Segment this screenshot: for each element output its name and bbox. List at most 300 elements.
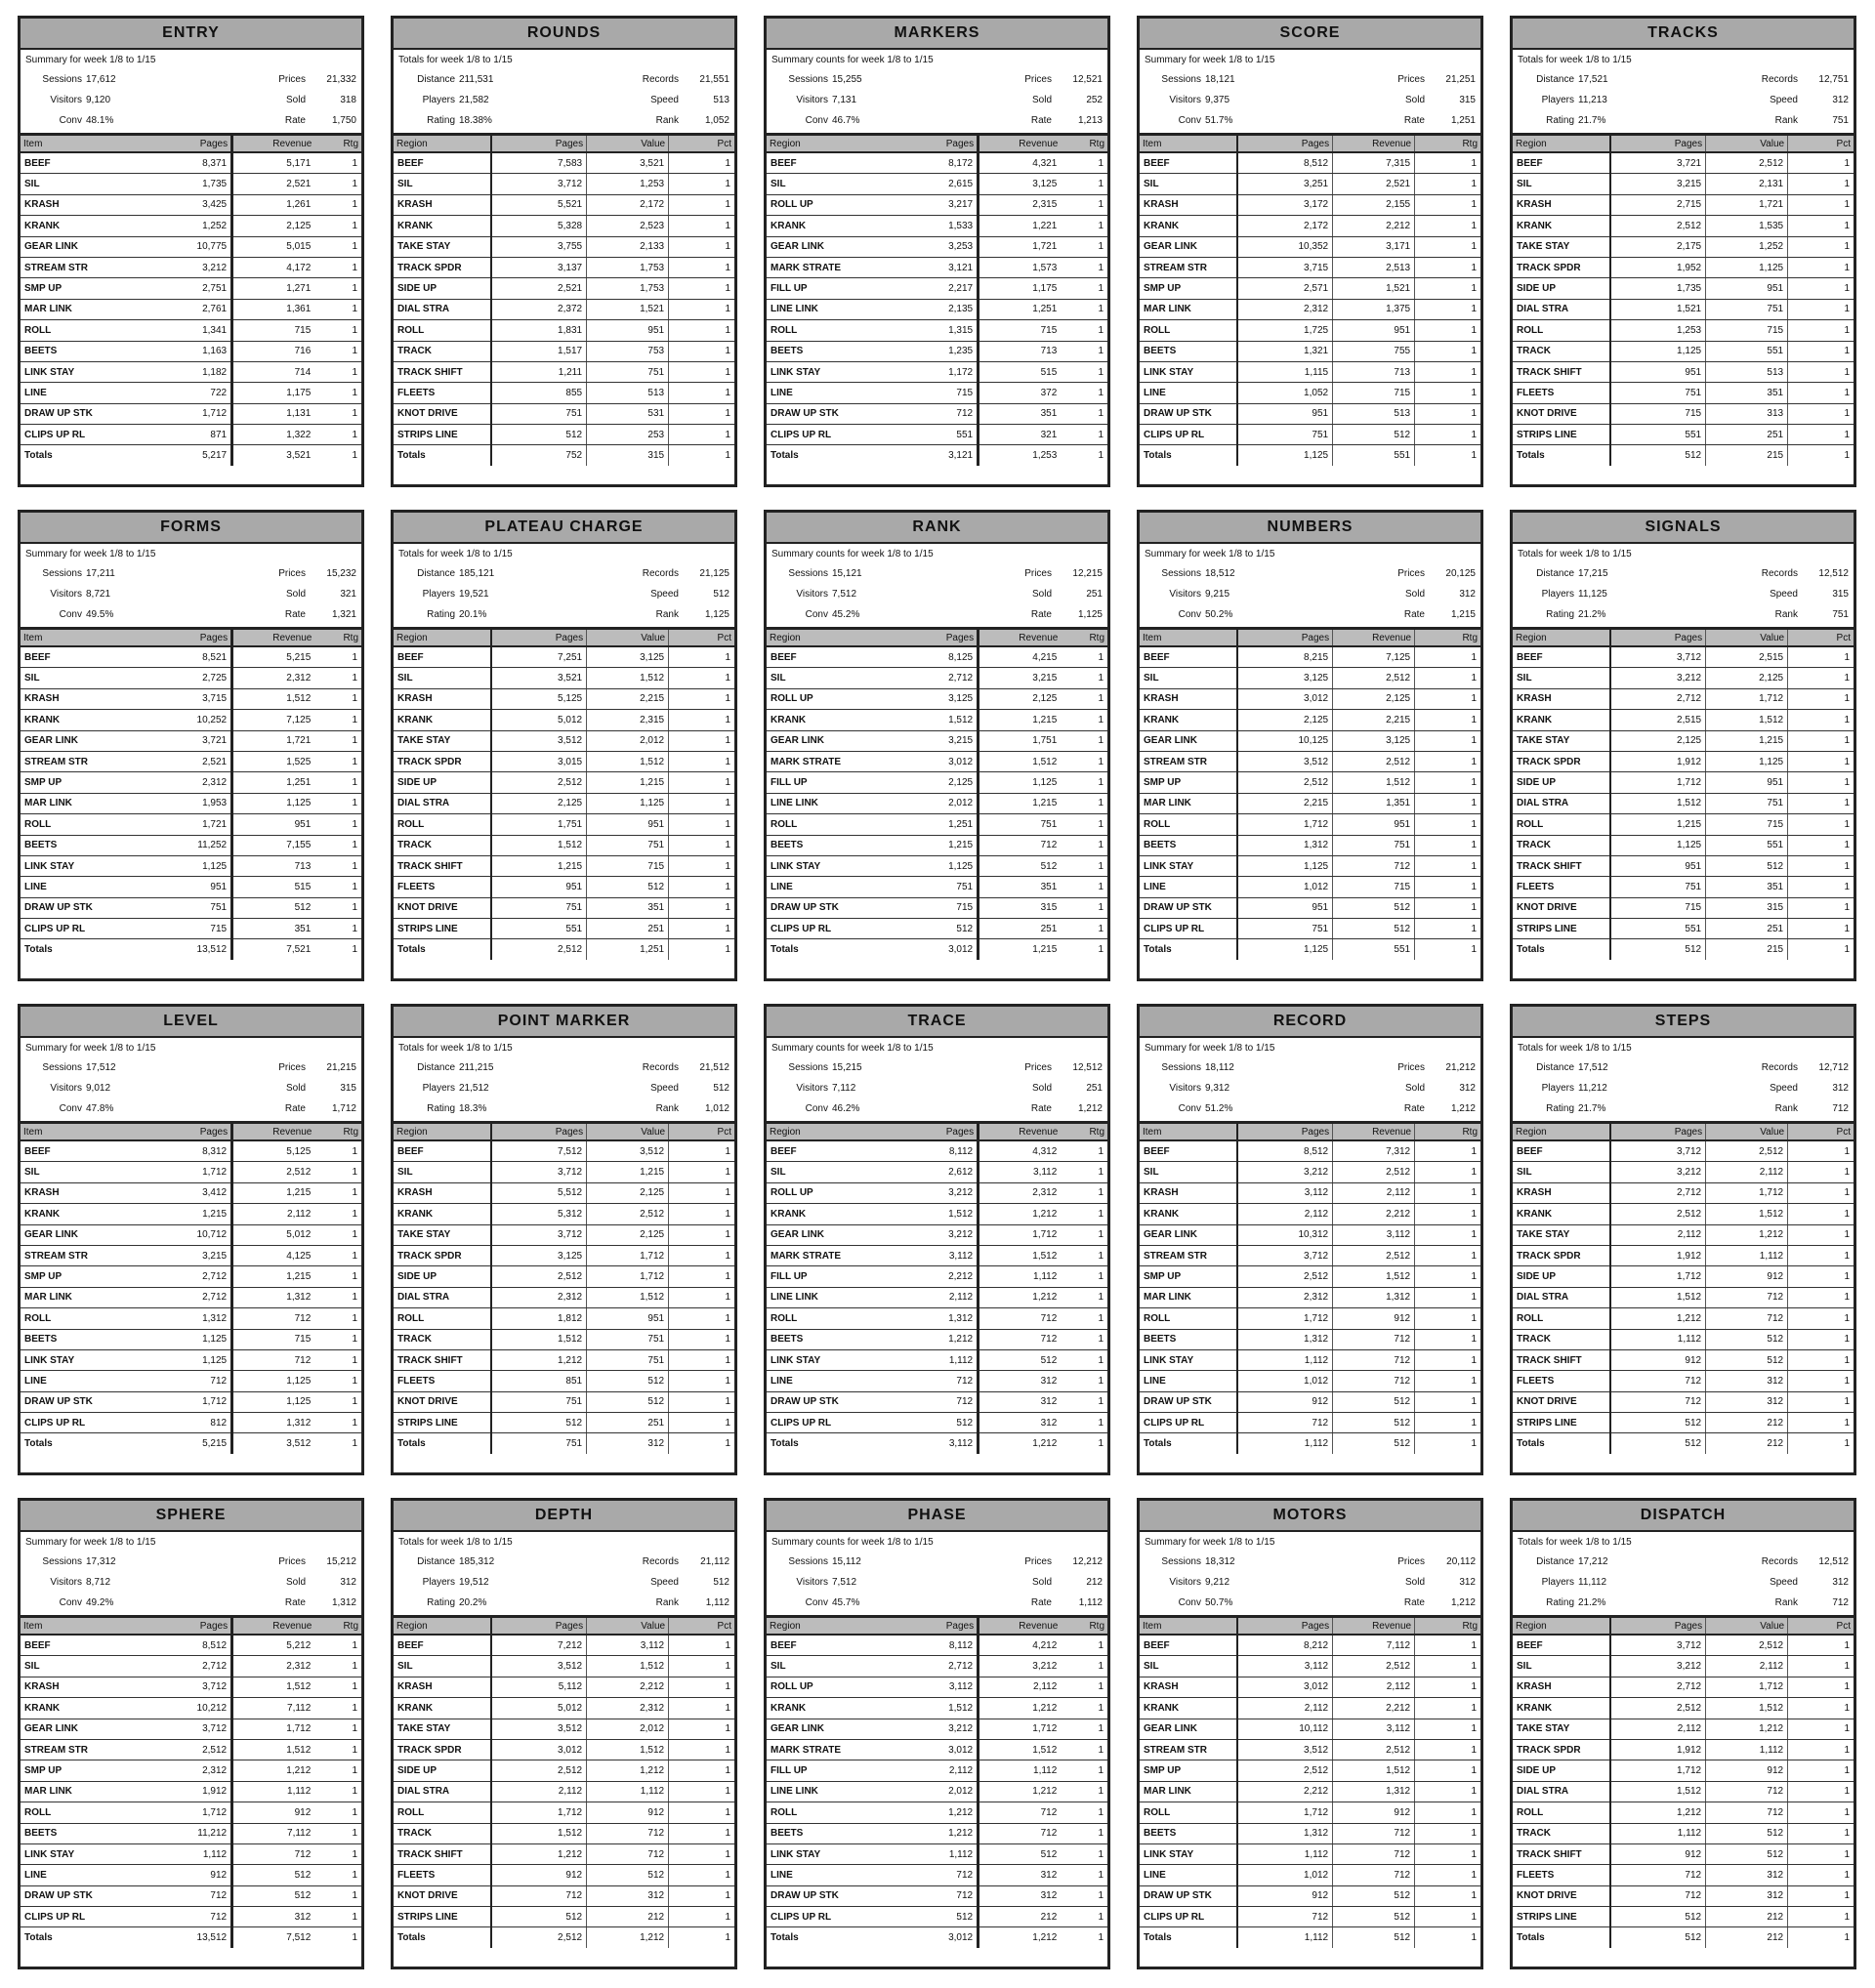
table-cell: 2,725 [149, 668, 232, 688]
table-row [394, 1656, 734, 1677]
table-cell: 1 [1788, 1266, 1854, 1287]
table-row [767, 688, 1107, 709]
table-cell: BEEF [1140, 646, 1237, 668]
table-cell: 2,515 [1706, 646, 1788, 668]
table-cell: 1 [1788, 1413, 1854, 1433]
table-cell: 2,133 [587, 236, 669, 257]
table-row [1140, 174, 1480, 194]
table-row [767, 1656, 1107, 1677]
table-cell: 1 [1061, 194, 1107, 215]
stat-value: 8,712 [86, 1577, 111, 1588]
table-cell: 1,175 [232, 383, 315, 403]
table-cell: 2,312 [149, 772, 232, 793]
stat-value: 11,112 [1578, 1577, 1607, 1588]
stat-label: Rank [655, 1103, 679, 1114]
table-row [21, 1698, 361, 1719]
table-cell: 2,125 [896, 772, 979, 793]
table-row [394, 1698, 734, 1719]
stat-value: 21.7% [1578, 115, 1606, 126]
table-cell: 10,125 [1237, 730, 1332, 751]
table-cell: 951 [1237, 897, 1332, 918]
table-row [767, 710, 1107, 730]
table-cell: 251 [979, 919, 1062, 939]
table-cell: 1,215 [232, 1266, 315, 1287]
table-cell: 951 [232, 814, 315, 835]
table-cell: 1 [1788, 1287, 1854, 1307]
column-header: Pct [669, 630, 734, 646]
table-cell: 1 [314, 1698, 361, 1719]
table-cell: MAR LINK [1140, 299, 1237, 319]
table-cell: 2,175 [1610, 236, 1705, 257]
table-cell: 1 [314, 320, 361, 341]
table-row [1140, 361, 1480, 382]
table-cell: 312 [1706, 1371, 1788, 1391]
table-row [767, 361, 1107, 382]
stat-label: Sold [1404, 95, 1425, 105]
table-cell: TRACK [1513, 341, 1610, 361]
column-header: Region [1513, 136, 1610, 152]
table-cell: KRANK [1513, 1698, 1610, 1719]
table-cell: 5,215 [232, 646, 315, 668]
table-cell: KRANK [1513, 710, 1610, 730]
table-cell: KNOT DRIVE [394, 403, 491, 424]
table-cell: 1,712 [1706, 688, 1788, 709]
table-cell: 1 [1415, 383, 1480, 403]
table-cell: 512 [896, 1907, 979, 1927]
table-cell: 1 [1415, 278, 1480, 299]
table-row [21, 174, 361, 194]
table-cell: Totals [24, 944, 53, 956]
table-cell: 512 [1706, 1823, 1788, 1843]
table-cell: 5,015 [232, 236, 315, 257]
table-cell: 2,512 [491, 1760, 586, 1781]
table-cell: Totals [1140, 445, 1237, 466]
table-row [21, 1245, 361, 1265]
table-cell: TRACK [394, 1329, 491, 1349]
table-cell: KRANK [767, 1698, 896, 1719]
panel-summary [394, 50, 734, 136]
report-panel [18, 1498, 364, 1969]
panel-summary [767, 50, 1107, 136]
table-cell: 715 [1610, 897, 1705, 918]
table-cell: 1 [314, 772, 361, 793]
table-row [1140, 751, 1480, 771]
table-cell: 3,125 [1237, 668, 1332, 688]
stat-label: Sold [1031, 589, 1052, 600]
table-cell: 3,217 [896, 194, 979, 215]
table-cell: 1,512 [1333, 1266, 1415, 1287]
table-cell: 712 [1333, 1865, 1415, 1885]
table-cell: ROLL [394, 814, 491, 835]
column-header: Pages [1610, 1618, 1705, 1635]
table-cell: LINK STAY [1140, 1349, 1237, 1370]
table-cell: 3,712 [1237, 1245, 1332, 1265]
table-cell: 2,712 [149, 1287, 232, 1307]
table-cell: 1 [669, 919, 734, 939]
table-row [394, 403, 734, 424]
panel-summary [1513, 50, 1854, 136]
column-header: Revenue [979, 136, 1062, 152]
table-cell: 1,712 [1610, 1266, 1705, 1287]
table-cell: 1,512 [1610, 793, 1705, 813]
stat-label: Distance [1536, 74, 1574, 85]
table-row [1140, 1885, 1480, 1906]
stat-label: Sessions [42, 1556, 82, 1567]
table-cell: 1 [1061, 1204, 1107, 1224]
table-cell: 1,512 [587, 1287, 669, 1307]
table-cell: 715 [896, 383, 979, 403]
table-cell: 351 [979, 877, 1062, 897]
table-cell: 2,112 [232, 1204, 315, 1224]
table-cell: 1 [1788, 668, 1854, 688]
table-cell: 1 [669, 1245, 734, 1265]
table-cell: LINE [21, 877, 149, 897]
table-cell: 2,112 [1333, 1182, 1415, 1203]
table-cell: 1 [1788, 1843, 1854, 1864]
table-row [1513, 425, 1854, 445]
table-cell: 1 [1415, 1823, 1480, 1843]
table-cell: 1 [1415, 1885, 1480, 1906]
table-cell: 2,212 [896, 1266, 979, 1287]
column-header: Region [1513, 1618, 1610, 1635]
table-cell: 2,131 [1706, 174, 1788, 194]
stat-value: 17,312 [86, 1556, 116, 1567]
table-cell: ROLL UP [767, 1677, 896, 1697]
stat-value: 1,712 [331, 1103, 356, 1114]
stat-label: Sold [1404, 589, 1425, 600]
stat-label: Rate [284, 1103, 306, 1114]
table-cell: 512 [1333, 1885, 1415, 1906]
table-cell: 531 [587, 403, 669, 424]
table-cell: DRAW UP STK [1140, 1885, 1237, 1906]
stat-value: 7,112 [832, 1083, 856, 1094]
table-row [767, 216, 1107, 236]
column-header: Value [587, 1618, 669, 1635]
table-row [1513, 897, 1854, 918]
table-cell: 1 [1788, 236, 1854, 257]
table-row [394, 1308, 734, 1329]
table-cell: TAKE STAY [394, 236, 491, 257]
stat-value: 312 [1459, 1083, 1476, 1094]
table-cell: 713 [232, 855, 315, 876]
table-cell: STREAM STR [1140, 257, 1237, 277]
table-row [1140, 939, 1480, 960]
stat-label: Rating [427, 1597, 455, 1608]
stat-value: 45.2% [832, 609, 860, 620]
table-row [394, 1433, 734, 1454]
table-cell: 712 [1610, 1371, 1705, 1391]
table-row [394, 646, 734, 668]
panel-summary [1140, 50, 1480, 136]
table-row [1140, 1719, 1480, 1739]
stat-label: Sold [285, 95, 306, 105]
table-cell: SIDE UP [1513, 278, 1610, 299]
table-cell: 1,512 [232, 1677, 315, 1697]
table-cell: 712 [896, 1885, 979, 1906]
panel-summary [1513, 1038, 1854, 1124]
table-cell: LINK STAY [1140, 855, 1237, 876]
table-cell: 512 [1333, 1413, 1415, 1433]
table-cell: 712 [1610, 1865, 1705, 1885]
table-cell: 1 [1415, 1245, 1480, 1265]
stat-label: Prices [1024, 1556, 1052, 1567]
stat-label: Prices [278, 1062, 306, 1073]
table-cell: 1 [1415, 194, 1480, 215]
table-row [767, 299, 1107, 319]
table-row [21, 1162, 361, 1182]
table-cell: KRASH [1140, 1677, 1237, 1697]
table-cell: BEETS [21, 341, 149, 361]
table-cell: SMP UP [1140, 772, 1237, 793]
table-cell: LINK STAY [1140, 1843, 1237, 1864]
stat-value: 17,521 [1578, 74, 1608, 85]
table-cell: 1 [1788, 1308, 1854, 1329]
table-cell: FLEETS [1513, 877, 1610, 897]
table-cell: 1,721 [232, 730, 315, 751]
table-cell: 1 [1788, 1823, 1854, 1843]
stat-value: 50.2% [1205, 609, 1233, 620]
table-row [1513, 1802, 1854, 1823]
table-cell: TRACK SPDR [394, 1739, 491, 1760]
table-cell: 951 [587, 320, 669, 341]
table-cell: 1,533 [896, 216, 979, 236]
table-row [1140, 1391, 1480, 1412]
table-cell: 871 [149, 425, 232, 445]
table-cell: 1,112 [1237, 1927, 1332, 1948]
table-row [1513, 361, 1854, 382]
panel-title: SCORE [1140, 19, 1480, 50]
table-cell: 2,712 [149, 1266, 232, 1287]
summary-stats [1145, 1057, 1476, 1119]
table-cell: 3,125 [979, 174, 1062, 194]
column-header: Region [394, 630, 491, 646]
table-cell: DRAW UP STK [767, 403, 896, 424]
table-cell: TRACK SHIFT [1513, 1843, 1610, 1864]
table-cell: 1,112 [1706, 1739, 1788, 1760]
panel-summary [1140, 544, 1480, 630]
stat-label: Players [1541, 589, 1574, 600]
table-row [1513, 835, 1854, 855]
table-cell: 3,425 [149, 194, 232, 215]
stat-value: 1,125 [1077, 609, 1103, 620]
table-cell: 2,112 [979, 1677, 1062, 1697]
table-row [394, 1182, 734, 1203]
column-header: Pages [491, 1124, 586, 1140]
table-cell: 951 [149, 877, 232, 897]
detail-table [1513, 136, 1854, 466]
table-header-row [394, 136, 734, 152]
table-cell: 3,253 [896, 236, 979, 257]
table-cell: 712 [491, 1885, 586, 1906]
stat-label: Conv [59, 115, 82, 126]
table-cell: 8,512 [149, 1635, 232, 1656]
table-cell: 1 [1471, 1932, 1477, 1944]
table-row [21, 1182, 361, 1203]
table-row [394, 1329, 734, 1349]
table-cell: 1,512 [979, 751, 1062, 771]
table-row [1513, 403, 1854, 424]
table-cell: 4,212 [979, 1635, 1062, 1656]
table-cell: 7,212 [491, 1635, 586, 1656]
table-row [767, 1266, 1107, 1287]
table-cell: 3,212 [979, 1656, 1062, 1677]
table-cell: 712 [1610, 1885, 1705, 1906]
table-cell: 2,712 [1610, 1677, 1705, 1697]
table-cell: 1 [1415, 320, 1480, 341]
stat-value: 12,512 [1818, 1556, 1849, 1567]
column-header: Pct [1788, 136, 1854, 152]
table-row [394, 1391, 734, 1412]
table-row [1140, 1182, 1480, 1203]
table-row [394, 939, 734, 960]
table-row [394, 1719, 734, 1739]
table-cell: 1,753 [587, 278, 669, 299]
table-row [1140, 646, 1480, 668]
stat-label: Records [642, 74, 679, 85]
table-cell: ROLL [21, 1802, 149, 1823]
table-cell: BEEF [394, 1140, 491, 1162]
table-row [21, 751, 361, 771]
table-cell: 1 [1061, 1885, 1107, 1906]
panel-title: NUMBERS [1140, 513, 1480, 544]
table-cell: 1,125 [1237, 855, 1332, 876]
table-cell: DRAW UP STK [767, 897, 896, 918]
table-cell: GEAR LINK [1140, 730, 1237, 751]
table-cell: KRASH [394, 194, 491, 215]
table-cell: 1 [1061, 1635, 1107, 1656]
table-row [767, 772, 1107, 793]
table-row [1513, 1140, 1854, 1162]
table-cell: 3,212 [896, 1182, 979, 1203]
table-row [21, 668, 361, 688]
table-cell: STRIPS LINE [394, 425, 491, 445]
table-cell: 1 [1061, 710, 1107, 730]
table-row [21, 1677, 361, 1697]
table-header-row [1140, 136, 1480, 152]
table-cell: 751 [491, 1391, 586, 1412]
table-cell: 2,112 [1610, 1719, 1705, 1739]
stat-value: 9,375 [1205, 95, 1230, 105]
table-row [767, 1739, 1107, 1760]
report-panel [18, 16, 364, 487]
table-cell: 1,112 [896, 1843, 979, 1864]
table-cell: 7,521 [286, 944, 312, 956]
table-cell: 715 [1333, 877, 1415, 897]
table-cell: 3,715 [149, 688, 232, 709]
table-cell: TAKE STAY [1513, 236, 1610, 257]
stat-label: Visitors [1169, 1083, 1201, 1094]
table-row [21, 278, 361, 299]
panel-summary [767, 544, 1107, 630]
stat-value: 315 [1459, 95, 1476, 105]
panel-subtitle: Summary counts for week 1/8 to 1/15 [771, 1043, 934, 1054]
table-cell: LINE [21, 383, 149, 403]
table-cell: SIL [21, 174, 149, 194]
table-cell: MARK STRATE [767, 1739, 896, 1760]
table-row [394, 668, 734, 688]
table-row [21, 403, 361, 424]
panel-subtitle: Summary for week 1/8 to 1/15 [25, 55, 156, 65]
table-cell: SIL [767, 1656, 896, 1677]
stat-value: 49.5% [86, 609, 114, 620]
table-cell: 7,512 [491, 1140, 586, 1162]
stat-label: Visitors [796, 95, 828, 105]
table-row [394, 835, 734, 855]
table-cell: 1 [314, 1371, 361, 1391]
table-cell: 10,252 [149, 710, 232, 730]
stat-label: Sessions [1161, 1556, 1201, 1567]
table-cell: CLIPS UP RL [1140, 1907, 1237, 1927]
table-cell: 1,712 [491, 1802, 586, 1823]
table-cell: 5,012 [491, 710, 586, 730]
stat-value: 211,215 [459, 1062, 494, 1073]
stat-label: Visitors [50, 589, 82, 600]
stat-value: 21,551 [699, 74, 729, 85]
table-cell: 1,112 [896, 1349, 979, 1370]
table-row [394, 1907, 734, 1927]
table-cell: ROLL [1140, 814, 1237, 835]
table-cell: 1,212 [491, 1349, 586, 1370]
table-cell: 1 [352, 1932, 357, 1944]
column-header: Rtg [314, 630, 361, 646]
stat-label: Rank [1774, 115, 1798, 126]
table-row [1513, 1698, 1854, 1719]
table-cell: 1 [1061, 1371, 1107, 1391]
table-cell: 2,312 [232, 668, 315, 688]
table-cell: 715 [232, 1329, 315, 1349]
panel-title: TRACKS [1513, 19, 1854, 50]
table-cell: 1 [1098, 1932, 1104, 1944]
stat-label: Players [1541, 1083, 1574, 1094]
table-cell: 7,112 [1333, 1635, 1415, 1656]
table-cell: 1 [1061, 1413, 1107, 1433]
table-cell: 712 [896, 1865, 979, 1885]
table-cell: 512 [1333, 897, 1415, 918]
table-cell: 1,112 [979, 1760, 1062, 1781]
table-cell: 3,112 [1237, 1182, 1332, 1203]
table-row [767, 751, 1107, 771]
column-header: Pages [1610, 1124, 1705, 1140]
table-cell: 1 [1788, 1739, 1854, 1760]
table-row [1140, 793, 1480, 813]
table-cell: DRAW UP STK [767, 1885, 896, 1906]
table-cell: 1,212 [587, 1927, 669, 1948]
report-panel [1510, 1004, 1856, 1475]
stat-label: Players [422, 1083, 455, 1094]
stat-label: Records [1761, 1556, 1798, 1567]
table-row [1140, 1677, 1480, 1697]
table-row [394, 1162, 734, 1182]
table-row [1513, 299, 1854, 319]
table-header-row [21, 1618, 361, 1635]
panel-title: STEPS [1513, 1007, 1854, 1038]
column-header: Rtg [1061, 1618, 1107, 1635]
panel-subtitle: Totals for week 1/8 to 1/15 [398, 549, 513, 559]
table-cell: 1 [669, 257, 734, 277]
table-cell: 1 [1415, 1781, 1480, 1802]
table-cell: 1,712 [232, 1719, 315, 1739]
stat-value: 185,121 [459, 568, 495, 579]
table-cell: 1 [669, 1739, 734, 1760]
table-header-row [394, 630, 734, 646]
table-row [1513, 1329, 1854, 1349]
detail-table [394, 1618, 734, 1948]
table-cell: 1,215 [1610, 814, 1705, 835]
table-cell: 2,215 [587, 688, 669, 709]
table-cell: GEAR LINK [21, 1224, 149, 1245]
table-cell: 1 [314, 152, 361, 174]
table-cell: KNOT DRIVE [1513, 403, 1610, 424]
